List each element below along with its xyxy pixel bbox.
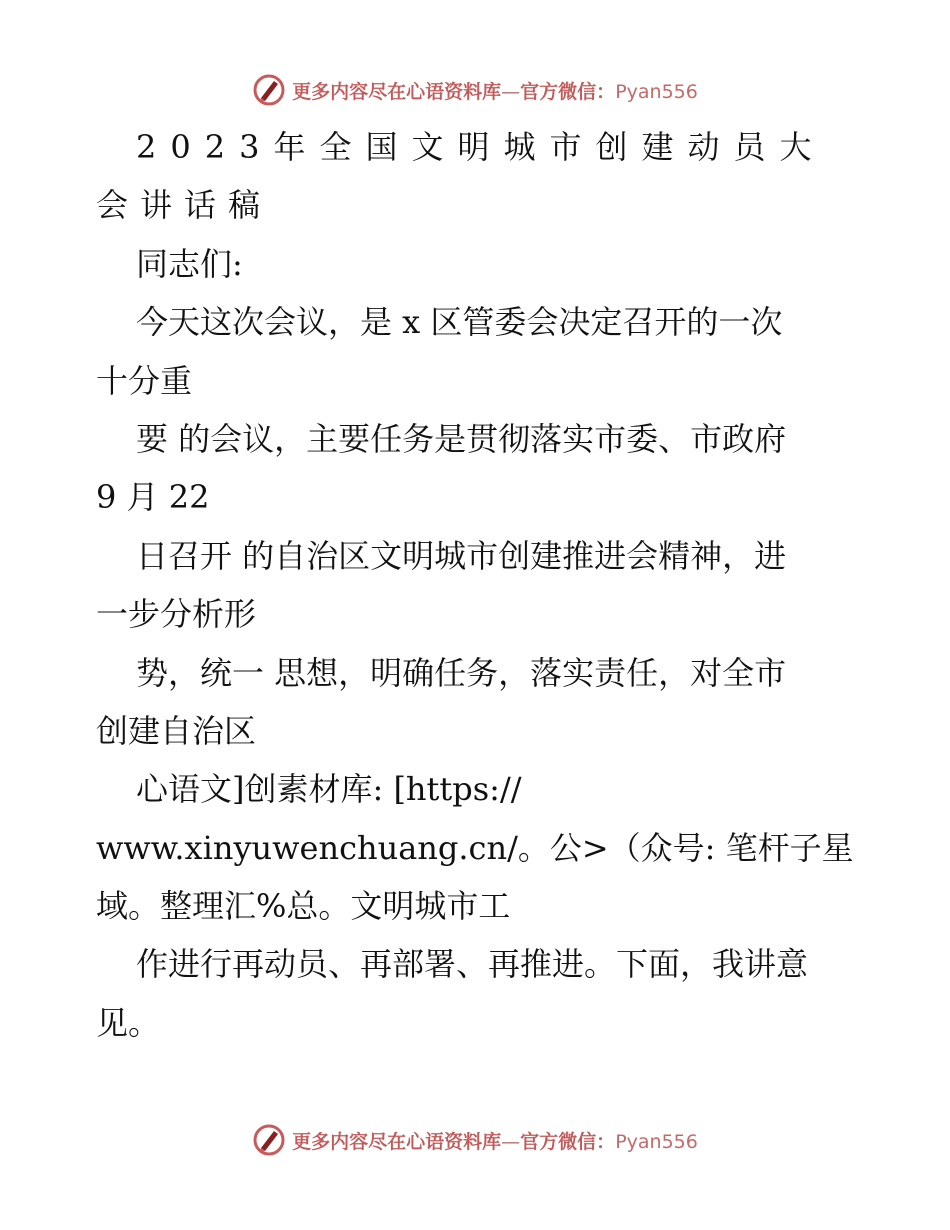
- paragraph-line: 一步分析形: [96, 595, 257, 634]
- paragraph-line: 域。整理汇%总。文明城市工: [96, 887, 511, 926]
- paragraph-line: 创建自治区: [96, 711, 257, 750]
- footer-watermark: [0, 1120, 950, 1160]
- watermark-text: [292, 1127, 698, 1154]
- header-watermark: [0, 70, 950, 110]
- watermark-account-handle: Pyan556: [615, 1130, 698, 1153]
- watermark-site-text: 更多内容尽在心语资料库: [292, 1130, 502, 1153]
- paragraph-line: 今天这次会议，是 x 区管委会决定召开的一次: [136, 303, 783, 342]
- paragraph-line: 作进行再动员、再部署、再推进。下面，我讲意: [136, 945, 809, 984]
- paragraph-line: 见。: [96, 1003, 161, 1042]
- paragraph-line: 9 月 22: [96, 478, 210, 517]
- pen-logo-icon: [252, 73, 286, 107]
- paragraph-line: 日召开 的自治区文明城市创建推进会精神，进: [136, 536, 787, 575]
- watermark-separator: —: [501, 80, 521, 103]
- watermark-text: [292, 77, 698, 104]
- watermark-account-label: 官方微信：: [520, 80, 616, 103]
- paragraph-line: 要 的会议，主要任务是贯彻落实市委、市政府: [136, 419, 787, 458]
- paragraph-line: 势，统一 思想，明确任务，落实责任，对全市: [136, 653, 787, 692]
- watermark-group: [252, 73, 698, 107]
- pen-logo-icon: [252, 1123, 286, 1157]
- paragraph-line: www.xinyuwenchuang.cn/。公>（众号: 笔杆子星: [96, 828, 854, 867]
- watermark-account-label: 官方微信：: [520, 1130, 616, 1153]
- watermark-site-text: 更多内容尽在心语资料库: [292, 80, 502, 103]
- watermark-account-handle: Pyan556: [615, 80, 698, 103]
- document-body: [96, 118, 856, 1052]
- paragraph-line: 心语文]创素材库: [https://: [136, 770, 522, 809]
- watermark-group: [252, 1123, 698, 1157]
- watermark-separator: —: [501, 1130, 521, 1153]
- paragraph-line: 十分重: [96, 361, 193, 400]
- document-title-line-2: 会讲话稿: [96, 186, 273, 225]
- paragraph-line: 同志们:: [136, 244, 243, 283]
- document-title-line-1: 2023年全国文明城市创建动员大: [136, 128, 826, 166]
